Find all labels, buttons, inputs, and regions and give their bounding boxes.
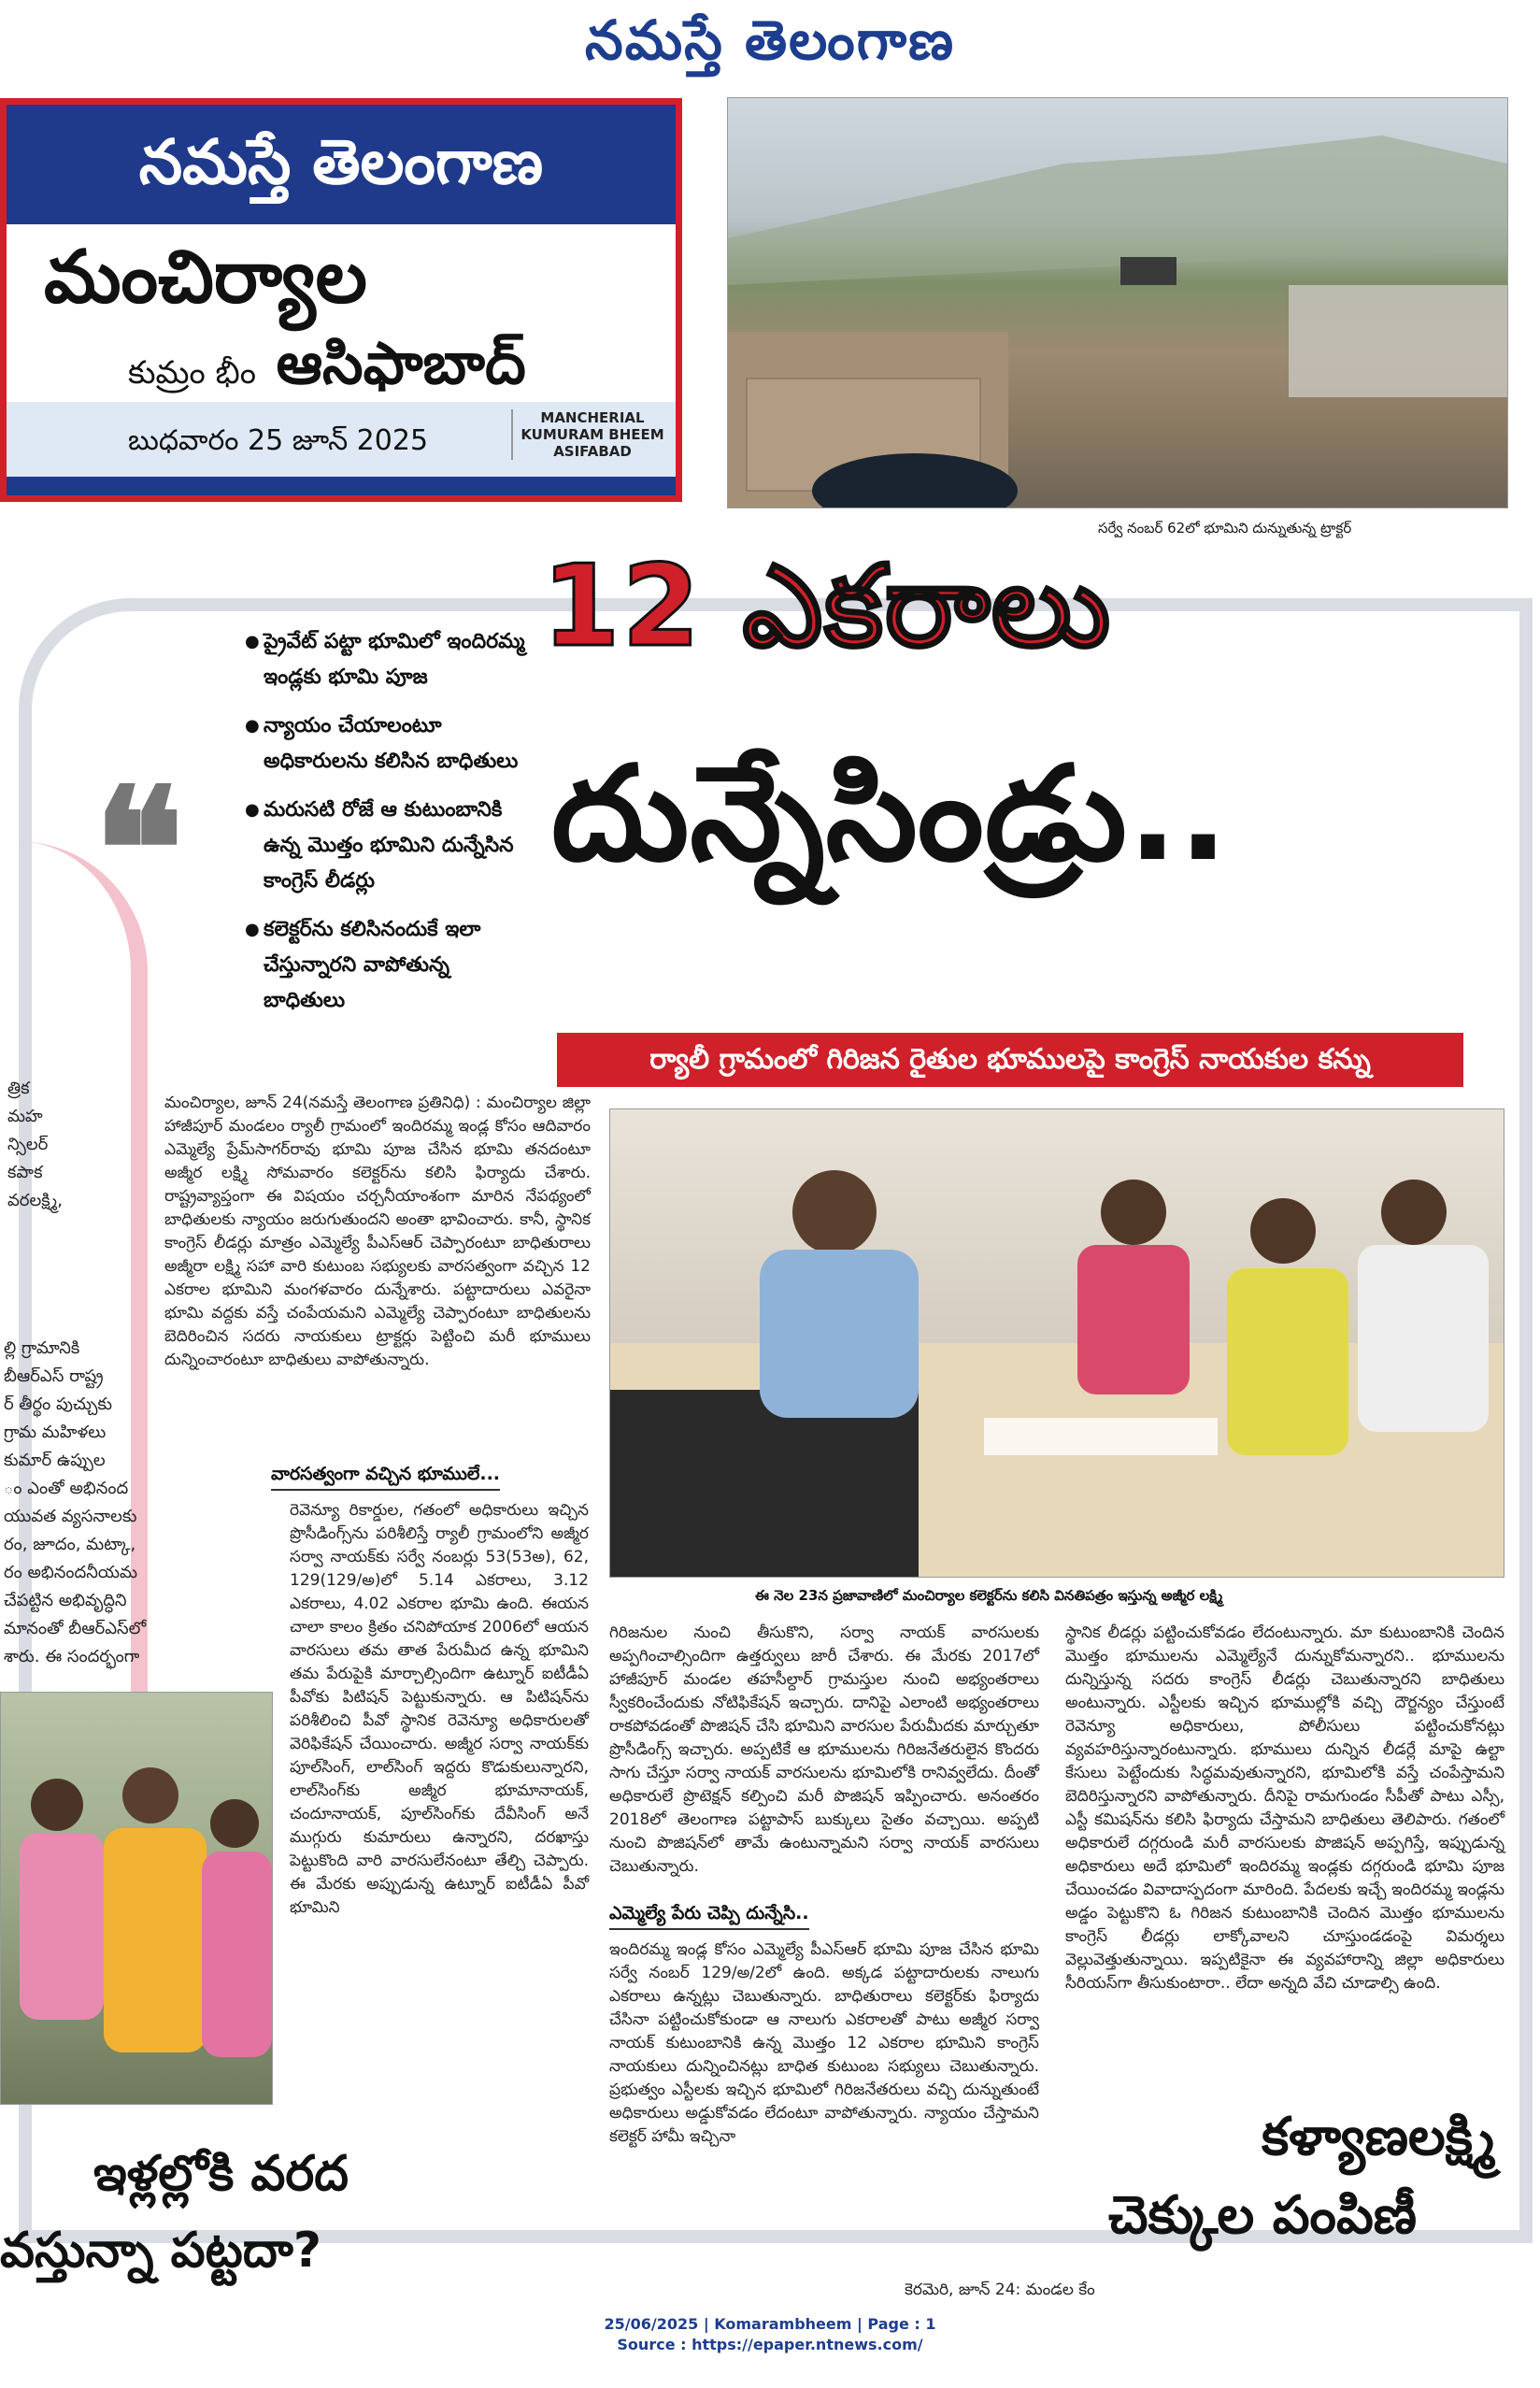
left-fragment: బీఆర్‌ఎస్ రాష్ట్ర	[4, 1366, 104, 1386]
badge-subdistrict	[128, 329, 526, 411]
women-group-photo	[0, 1692, 273, 2105]
badge-english-1: MANCHERIAL	[540, 409, 645, 426]
badge-english-names	[511, 409, 672, 460]
left-fragment: న్సిలర్	[7, 1135, 49, 1154]
article-col-2: రెవెన్యూ రికార్డుల, గతంలో అధికారులు ఇచ్చిన ప్రొసీడింగ్స్‌ను పరిశీలిస్తే ర్యాలీ గ్రామంలోని అజ్మీర సర్వా నాయక్‌కు సర్వే నంబర్లు 53(53అ), 62, 129(129/అ)లో 5.14 ఎకరాలు, 3.12 ఎకరాలు, 4.02 ఎకరాల భూమి ఉంది. ఈయన చాలా కాలం క్రితం చనిపోయాక 2006లో ఆయన వారసులు తమ తాత పేరుమీద ఉన్న భూమిని తమ పేరుపైకి మార్చాల్సిందిగా ఉట్నూర్ ఐటీడీఏ పీవోకు పిటిషన్ పెట్టుకున్నారు. ఆ పిటిషన్‌ను పరిశీలించి పీవో స్థానిక రెవెన్యూ అధికారులతో వెరిఫికేషన్ చేయించారు. అజ్మీర సర్వా నాయక్‌కు పూల్‌సింగ్, లాల్‌సింగ్ ఇద్దరు కొడుకులున్నారని, లాల్‌సింగ్‌కు అజ్మీర భూమానాయక్, చందూనాయక్, పూల్‌సింగ్‌కు దేవీసింగ్ అనే ముగ్గురు కుమారులు ఉన్నారని, దరఖాస్తు పెట్టుకొంది వారి వారసులేనంటూ తేల్చి చెప్పారు. ఈ మేరకు అప్పుడున్న ఉట్నూర్ ఐటీడీఏ పీవో భూమిని	[290, 1501, 589, 1917]
article-subhead-2	[609, 1903, 809, 1930]
page-footer	[0, 2314, 1540, 2355]
badge-bottom-bar	[7, 477, 676, 495]
article-para-1: మంచిర్యాల, జూన్ 24(నమస్తే తెలంగాణ ప్రతినిధి) : మంచిర్యాల జిల్లా హాజీపూర్ మండలం ర్యాలీ గ్రామంలో ఇందిరమ్మ ఇండ్ల కోసం ఆదివారం ఎమ్మెల్యే ప్రేమ్‌సాగర్‌రావు భూమి పూజ చేసిన భూమి తనదంటూ అజ్మీర లక్ష్మి సోమవారం కలెక్టర్‌ను కలిసి ఫిర్యాదు చేశారు. రాష్ట్రవ్యాప్తంగా ఈ విషయం చర్చనీయాంశంగా మారిన నేపథ్యంలో బాధితులకు న్యాయం జరుగుతుందని అంతా భావించారు. కానీ, స్థానిక కాంగ్రెస్ లీడర్లు మాత్రం ఎమ్మెల్యే పీఎస్‌ఆర్ చెప్పారంటూ బాధితురాలు అజ్మీరా లక్ష్మి సహా వారి కుటుంబ సభ్యులకు వారసత్వంగా వచ్చిన 12 ఎకరాల భూమిని మంగళవారం దున్నేశారు. పట్టాదారులు ఎవరైనా భూమి వద్దకు వస్తే చంపేయమని ఎమ్మెల్యే చెప్పారంటూ బాధితులను బెదిరించిన సదరు నాయకులు ట్రాక్టర్లు పెట్టించి మరీ భూములు దున్నించారంటూ బాధితులు వాపోతున్నారు.	[164, 1094, 591, 1369]
subhead-text-1: వారసత్వంగా వచ్చిన భూములే...	[271, 1464, 500, 1491]
left-story-fragments-top	[7, 1075, 148, 1215]
left-fragment: మానంతో బీఆర్‌ఎస్‌లో	[4, 1619, 147, 1638]
left-fragment: ల్లి గ్రామానికి	[4, 1338, 80, 1358]
masthead-title: నమస్తే తెలంగాణ	[585, 8, 955, 72]
collector-meeting-photo	[609, 1108, 1504, 1578]
headline-line1: 12 ఎకరాలు	[542, 542, 1112, 672]
left-fragment: మహ	[7, 1107, 43, 1126]
badge-paper-name: నమస్తే తెలంగాణ	[7, 105, 676, 224]
left-fragment: రం అభినందనీయమ	[4, 1563, 138, 1582]
left-fragment: త్రిక	[7, 1079, 30, 1098]
subhead-text-2: ఎమ్మెల్యే పేరు చెప్పి దున్నేసి..	[609, 1903, 809, 1930]
left-fragment: వరలక్ష్మి,	[7, 1191, 63, 1210]
headline-line2: దున్నేసిండ్రు..	[551, 738, 1230, 891]
badge-english-3: ASIFABAD	[553, 443, 632, 460]
left-fragment: చేపట్టిన అభివృద్ధిని	[4, 1591, 127, 1610]
badge-english-2: KUMURAM BHEEM	[520, 426, 664, 443]
left-fragment: కుమార్ ఉప్పుల	[4, 1451, 106, 1470]
top-photo-caption: సర్వే నంబర్ 62లో భూమిని దున్నుతున్న ట్రాక్టర్	[1098, 520, 1352, 536]
badge-sub-prefix: కుమ్రం భీం	[128, 354, 256, 392]
highlight-item: ● ప్రైవేట్ పట్టా భూమిలో ఇందిరమ్మ ఇండ్లకు భూమి పూజ	[245, 624, 525, 695]
highlights-list	[245, 624, 525, 1032]
bottom-story-headline-2: చెక్కుల పంపిణీ	[1108, 2185, 1418, 2246]
left-fragment: యువత వ్యసనాలకు	[4, 1507, 137, 1526]
quote-mark-icon: ❝	[93, 751, 184, 949]
article-col-3a: గిరిజనుల నుంచి తీసుకొని, సర్వా నాయక్ వారసులకు అప్పగించాల్సిందిగా ఉత్తర్వులు జారీ చేశారు. ఈ మేరకు 2017లో హాజీపూర్ మండల తహసీల్దార్ గ్రామస్తుల నుంచి అభ్యంతరాలు స్వీకరించేందుకు నోటిఫికేషన్ ఇచ్చారు. దానిపై ఎలాంటి అభ్యంతరాలు రాకపోవడంతో పొజిషన్ చేసి భూమిని వారసుల పేరుమీదకు మార్చుతూ ప్రొసీడింగ్స్ ఇచ్చారు. అప్పటికే ఆ భూములను గిరిజనేతరులైన కొందరు సాగు చేస్తూ సర్వా నాయక్ వారసులను భూమిలోకి రానివ్వలేదు. దీంతో అధికారులే ప్రొటెక్షన్ కల్పించి మరీ పొజిషన్ ఇప్పించారు. అనంతరం 2018లో తెలంగాణ పట్టాపాస్ బుక్కులు సైతం వచ్చాయి. అప్పటి నుంచి పొజిషన్‌లో తామే ఉంటున్నామని సర్వా నాయక్ వారసులు చెబుతున్నారు.	[609, 1623, 1039, 1876]
badge-date: బుధవారం 25 జూన్ 2025	[128, 424, 429, 457]
left-fragment: ర్ తీర్థం పుచ్చుకు	[4, 1394, 113, 1414]
tractor-field-photo	[727, 97, 1508, 508]
left-story-fragments	[4, 1335, 167, 1671]
article-col-4: స్థానిక లీడర్లు పట్టించుకోవడం లేదంటున్నారు. మా కుటుంబానికి చెందిన మొత్తం భూములను ఎమ్మెల్యేనే దున్నుకోమన్నారని.. భూములను దున్నిస్తున్న సదరు కాంగ్రెస్ లీడర్లు చెబుతున్నారని బాధితులు అంటున్నారు. ఎస్టీలకు ఇచ్చిన భూముల్లోకి వచ్చి దౌర్జన్యం చేస్తుంటే రెవెన్యూ అధికారులు, పోలీసులు పట్టించుకోనట్లు వ్యవహరిస్తున్నారంటున్నారు. భూములు దున్నిన లీడర్లే మాపై ఉల్టా కేసులు పెట్టేందుకు సిద్ధమవుతున్నారని, భూమిలోకి వస్తే చంపేస్తామని బెదిరిస్తున్నారని వాపోతున్నారు. దీనిపై రామగుండం సీపీతో పాటు ఎస్సీ, ఎస్టీ కమిషన్‌ను కలిసి ఫిర్యాదు చేస్తామని బాధితులు తెలిపారు. గతంలో అధికారులే దగ్గరుండి మరీ వారసులకు పొజిషన్ అప్పగిస్తే, ఇప్పుడున్న అధికారులు అదే భూమిలో ఇందిరమ్మ ఇండ్లకు దగ్గరుండి భూమి పూజ చేయించడం వివాదాస్పదంగా మారింది. పేదలకు ఇచ్చే ఇందిరమ్మ ఇండ్లను అడ్డం పెట్టుకొని ఓ గిరిజన కుటుంబానికి చెందిన మొత్తం భూములను కాంగ్రెస్ లీడర్లు లాక్కోవాలని చూస్తుండడంపై విమర్శలు వెల్లువెత్తుతున్నాయి. ఇప్పటికైనా ఈ వ్యవహారాన్ని జిల్లా అధికారులు సీరియస్‌గా తీసుకుంటారా.. లేదా అన్నది వేచి చూడాల్సి ఉంది.	[1065, 1623, 1504, 1993]
article-col-3b: ఇందిరమ్మ ఇండ్ల కోసం ఎమ్మెల్యే పీఎస్‌ఆర్ భూమి పూజ చేసిన భూమి సర్వే నంబర్ 129/అ/2లో ఉంది. అక్కడ పట్టాదారులకు నాలుగు ఎకరాలు ఉన్నట్లు చెబుతున్నారు. బాధితురాలు కలెక్టర్‌కు ఫిర్యాదు చేసినా పట్టించుకోకుండా ఆ నాలుగు ఎకరాలతో పాటు అజ్మీర సర్వా నాయక్ కుటుంబానికి ఉన్న మొత్తం 12 ఎకరాల భూమిని కాంగ్రెస్ నాయకులు దున్నించినట్లు బాధిత కుటుంబ సభ్యులు చెబుతున్నారు. ప్రభుత్వం ఎస్టీలకు ఇచ్చిన భూమిలో గిరిజనేతరులు వచ్చి దున్నుతుంటే అధికారులు అడ్డుకోవడం లేదంటూ వాపోతున్నారు. న్యాయం చేస్తామని కలెక్టర్ హామీ ఇచ్చినా	[609, 1940, 1039, 2146]
bottom-story-dateline: కెరమెరి, జూన్ 24: మండల కేం	[905, 2281, 1095, 2299]
highlight-item: ● న్యాయం చేయాలంటూ అధికారులను కలిసిన బాధితులు	[245, 708, 525, 779]
field-photo-illustration	[728, 98, 1507, 508]
edition-badge	[0, 98, 682, 502]
meeting-photo-illustration	[610, 1109, 1504, 1577]
meeting-photo-caption: ఈ నెల 23న ప్రజావాణిలో మంచిర్యాల కలెక్టర్‌ను కలిసి వినతిపత్రం ఇస్తున్న అజ్మీర లక్ష్మి	[755, 1587, 1223, 1604]
highlight-item: ● మరుసటి రోజే ఆ కుటుంబానికి ఉన్న మొత్తం భూమిని దున్నేసిన కాంగ్రెస్ లీడర్లు	[245, 793, 525, 899]
group-photo-illustration	[1, 1693, 272, 2104]
left-fragment: గ్రామ మహిళలు	[4, 1423, 107, 1442]
badge-district: మంచిర్యాల	[44, 236, 367, 320]
left-story-headline-1: ఇళ్లల్లోకి వరద	[93, 2146, 349, 2202]
left-fragment: శారు. ఈ సందర్భంగా	[4, 1647, 140, 1666]
left-story-headline-2: వస్తున్నా పట్టదా?	[0, 2223, 321, 2279]
article-subhead-1	[271, 1464, 500, 1491]
footer-source-link[interactable]: Source : https://epaper.ntnews.com/	[617, 2336, 923, 2353]
highlight-item: ● కలెక్టర్‌ను కలిసినందుకే ఇలా చేస్తున్నారని వాపోతున్న బాధితులు	[245, 912, 525, 1019]
bottom-story-headline-1: కళ్యాణలక్ష్మి	[1262, 2107, 1495, 2167]
left-fragment: కపాక	[7, 1163, 43, 1182]
footer-edition: 25/06/2025 | Komarambheem | Page : 1	[604, 2315, 936, 2333]
headline-band: ర్యాలీ గ్రామంలో గిరిజన రైతుల భూములపై కాంగ్రెస్ నాయకుల కన్ను	[557, 1033, 1463, 1087]
left-fragment: ం ఎంతో అభినంద	[4, 1479, 129, 1498]
left-fragment: రం, జూదం, మట్కా,	[4, 1535, 136, 1554]
badge-sub-name: ఆసిఫాబాద్	[276, 329, 526, 397]
